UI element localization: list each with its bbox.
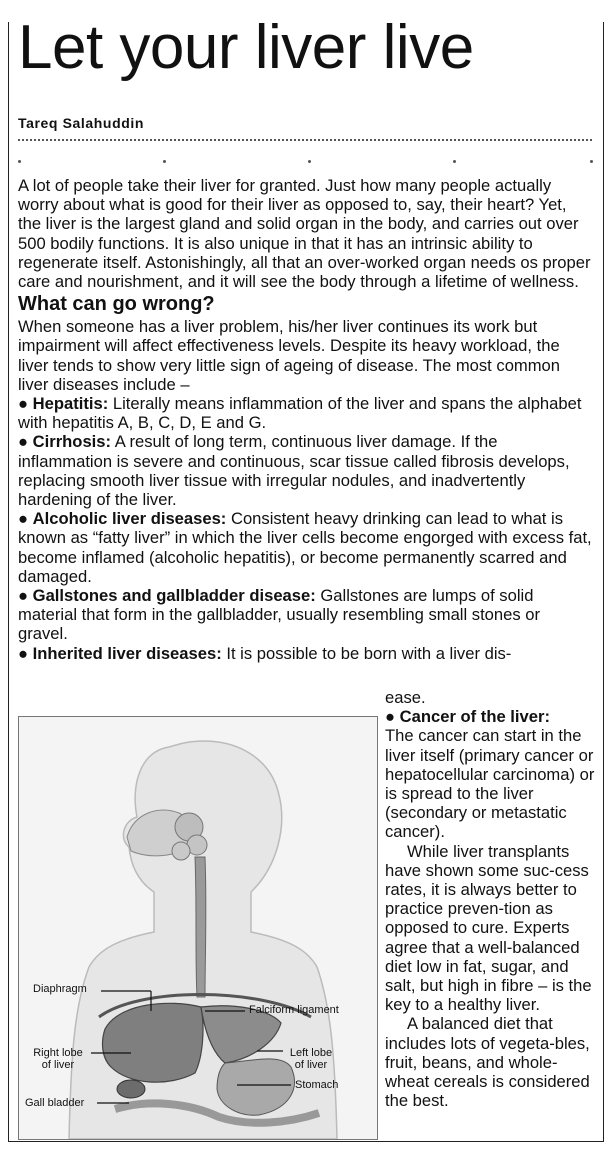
bullet-icon: ● (18, 509, 29, 529)
transplant-paragraph: While liver transplants have shown some suc-cess rates, it is always better to practice preven-tion as opposed to cure. Experts agree that a well-balanced diet low in fat, sugar, and salt, but high in fibre – is the key to a healthy liver. (385, 841, 592, 1015)
disease-item (18, 509, 594, 586)
author-byline: Tareq Salahuddin (18, 115, 145, 131)
diet-paragraph: A balanced diet that includes lots of vegeta-bles, fruit, beans, and whole-wheat cereals is considered the best. (385, 1014, 590, 1111)
label-right-lobe-line2: of liver (41, 1059, 75, 1071)
bullet-icon: ● (18, 643, 29, 663)
label-right-lobe (27, 1047, 89, 1071)
disease-text: Consistent heavy drinking can lead to what is known as “fatty liver” in which the liver cells become engorged with excess fat, become inflamed (alcoholic hepatitis), or become permanently scarred and damaged. (18, 509, 592, 586)
inherited-continuation: ease. (385, 688, 426, 707)
disease-text: A result of long term, continuous liver damage. If the inflammation is severe and continuous, scar tissue called fibrosis develops, replacing smooth liver tissue with irregular nodules, and inadvertently hardening of the liver. (18, 432, 570, 510)
bullet-icon: ● (18, 586, 29, 606)
disease-item (385, 707, 597, 726)
disease-name: Cancer of the liver: (399, 707, 550, 727)
page-border-left (8, 22, 9, 1142)
label-left-lobe (285, 1047, 337, 1071)
disease-name: Inherited liver diseases: (32, 643, 222, 663)
dotted-rule (18, 139, 592, 141)
bullet-icon: ● (385, 707, 396, 727)
label-stomach: Stomach (295, 1079, 339, 1091)
intro-paragraph: A lot of people take their liver for granted. Just how many people actually worry about what is good for their liver as opposed to, say, their heart? Yet, the liver is the largest gland and solid organ in the body, and carries out over 500 bodily functions. It is also unique in that it has an intrinsic ability to regenerate itself. Astonishingly, all that an over-worked organ needs os proper care and nourishment, and it will see the body through a lifetime of wellness. (18, 176, 591, 292)
bullet-icon: ● (18, 432, 29, 452)
disease-item (18, 644, 594, 663)
article-body (18, 176, 594, 663)
dot-row (18, 160, 592, 164)
disease-name: Alcoholic liver diseases: (32, 509, 227, 529)
disease-name: Hepatitis: (32, 394, 109, 414)
right-column (385, 688, 597, 1110)
label-left-lobe-line2: of liver (294, 1059, 328, 1071)
disease-name: Gallstones and gallbladder disease: (32, 586, 316, 606)
disease-text: It is possible to be born with a liver dis- (221, 643, 512, 663)
section-intro-paragraph: When someone has a liver problem, his/her liver continues its work but impairment will affect effectiveness levels. Despite its heavy workload, the liver tends to show very little sign of ageing of disease. The most common liver diseases include – (18, 317, 561, 394)
section-heading: What can go wrong? (18, 293, 215, 316)
disease-name: Cirrhosis: (32, 432, 112, 452)
disease-item (18, 432, 594, 509)
label-left-lobe-line1: Left lobe (289, 1047, 333, 1059)
disease-item (18, 394, 594, 432)
label-gall-bladder: Gall bladder (25, 1097, 85, 1109)
bullet-icon: ● (18, 394, 29, 414)
page-border-bottom (8, 1141, 604, 1142)
digestive-system-illustration (18, 716, 378, 1140)
disease-text: Gallstones are lumps of solid material that form in the gallbladder, usually resembling small stones or gravel. (18, 586, 541, 644)
article-headline: Let your liver live (18, 13, 474, 82)
label-right-lobe-line1: Right lobe (33, 1047, 83, 1059)
anatomy-drawing (19, 717, 377, 1139)
cancer-description: The cancer can start in the liver itself (primary cancer or hepatocellular carcinoma) or is spread to the liver (secondary or metastatic cancer). (385, 726, 595, 842)
label-diaphragm: Diaphragm (33, 983, 87, 995)
page-border-right (603, 22, 604, 1142)
disease-text: Literally means inflammation of the liver and spans the alphabet with hepatitis A, B, C, D, E and G. (18, 394, 582, 433)
label-falciform-ligament: Falciform ligament (249, 1004, 339, 1016)
disease-item (18, 586, 594, 644)
